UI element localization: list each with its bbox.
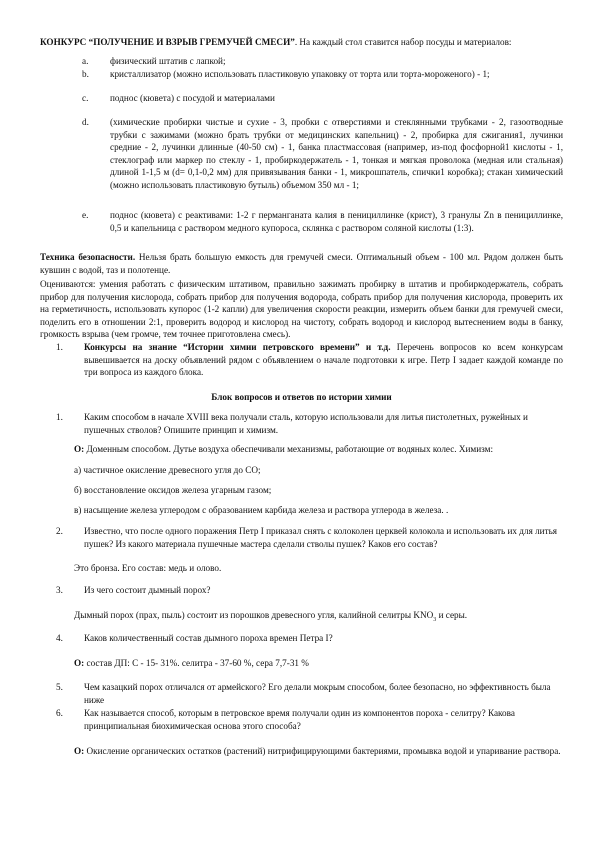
answer-4: О: состав ДП: С - 15- 31%. селитра - 37-60 %, сера 7,7-31 % bbox=[74, 658, 309, 668]
answer-2: Это бронза. Его состав: медь и олово. bbox=[74, 563, 222, 573]
contest-title: КОНКУРС “ПОЛУЧЕНИЕ И ВЗРЫВ ГРЕМУЧЕЙ СМЕСИ” bbox=[40, 37, 295, 47]
question-number: 4. bbox=[56, 633, 63, 643]
list-marker: b. bbox=[82, 69, 89, 79]
safety-paragraph bbox=[40, 251, 563, 276]
question-text: Каков количественный состав дымного пороха времен Петра I? bbox=[84, 633, 333, 643]
block-title: Блок вопросов и ответов по истории химии bbox=[211, 392, 392, 402]
answer-3: Дымный порох (прах, пыль) состоит из порошков древесного угля, калийной селитры $KNO_3$ и серы. bbox=[74, 610, 468, 623]
question-number: 6. bbox=[56, 708, 63, 718]
list-marker: c. bbox=[82, 93, 89, 103]
question-text: Известно, что после одного поражения Петр I приказал снять с колоколен церквей колокола и использовать их для литья пушек? Из какого материала пушечные мастера сделали стволы пушек? Каков его состав? bbox=[84, 526, 558, 549]
contest-text: Перечень вопросов ко всем конкурсам вывешивается на доску объявлений рядом с объявлением о начале подготовки к игре. Петр I задает каждой команде по три вопроса из каждого блока. bbox=[84, 342, 563, 378]
list-item: физический штатив с лапкой; bbox=[110, 56, 226, 66]
list-item: поднос (кювета) с посудой и материалами bbox=[110, 93, 275, 103]
question-text: Чем казацкий порох отличался от армейского? Его делали мокрым способом, более безопасно, но эффективность была ниже bbox=[84, 682, 551, 705]
safety-title: Техника безопасности. bbox=[40, 252, 136, 262]
answer-6: О: Окисление органических остатков (растений) нитрифицирующими бактериями, промывка водой и упаривание раствора. bbox=[74, 746, 561, 756]
question-text: Как называется способ, которым в петровское время получали один из компонентов пороха - селитру? Какова принципиальная биохимическая основа этого способа? bbox=[84, 708, 515, 731]
question-text: Из чего состоит дымный порох? bbox=[84, 585, 211, 595]
question-number: 2. bbox=[56, 526, 63, 536]
intro-text: . На каждый стол ставится набор посуды и материалов: bbox=[294, 37, 512, 47]
answer-1-a: а) частичное окисление древесного угля до CO; bbox=[74, 465, 261, 475]
list-item: поднос (кювета) с реактивами: 1-2 г перманганата калия в пенициллинке (крист), 3 гранулы Zn в пенициллинке, 0,5 и капельница с раствором медного купороса, склянка с раствором соляной кислоты (1:3). bbox=[110, 210, 563, 233]
list-item: (химические пробирки чистые и сухие - 3, пробки с отверстиями и стеклянными трубками - 2, газоотводные трубки с зажимами (можно брать трубки от медицинских капельниц) - 2, пробирка для сжигания1, лучинки средние - 2, лучинки длинные (40-50 см) - 1, банка пластмассовая (например, из-под фосфорной1 кислоты - 1, стеклограф или маркер по стеклу - 1, пробиркодержатель - 1, тонкая и мягкая проволока (медная или стальная) длиной 1-1,5 м (d= 0,1-0,2 мм) для привязывания банки - 1, микрошпатель, спички1 коробка); стакан химический (можно использовать пластиковую бутыль) объемом 350 мл - 1; bbox=[110, 117, 563, 190]
answer-1-c: в) насыщение железа углеродом с образованием карбида железа и раствора углерода в железа. . bbox=[74, 505, 449, 515]
question-number: 5. bbox=[56, 682, 63, 692]
answer-1-b: б) восстановление оксидов железа угарным газом; bbox=[74, 485, 272, 495]
question-number: 3. bbox=[56, 585, 63, 595]
safety-text: Нельзя брать большую емкость для гремучей смеси. Оптимальный объем - 100 мл. Рядом должен быть кувшин с водой, таз и полотенце. bbox=[40, 252, 563, 275]
question-number: 1. bbox=[56, 412, 63, 422]
list-marker: a. bbox=[82, 56, 89, 66]
contest-paragraph bbox=[84, 341, 563, 379]
list-marker: 1. bbox=[56, 342, 63, 352]
list-marker: e. bbox=[82, 210, 89, 220]
answer-1: О: Доменным способом. Дутье воздуха обеспечивали механизмы, работающие от водяных колес. Химизм: bbox=[74, 444, 494, 454]
evaluation-paragraph: Оцениваются: умения работать с физическим штативом, правильно зажимать пробирку в штатив и пробиркодержатель, собрать прибор для получения кислорода, собрать прибор для получения водорода, собрать прибор для получения кислорода, проверить их на герметичность, использовать купорос (1-2 капли) для увеличения скорости реакции, измерить объем банки для гремучей смеси, поделить его в отношении 2:1, проверить водород и кислород на чистоту, собрать водород и кислород вытеснением воды в банку, громкость взрыва (чем громче, тем точнее приготовлена смесь). bbox=[40, 279, 563, 340]
contest-knowledge-title: Конкурсы на знание “Истории химии петровского времени” и т.д. bbox=[84, 342, 391, 352]
list-marker: d. bbox=[82, 117, 89, 127]
question-text: Каким способом в начале XVIII века получали сталь, которую использовали для литья пистолетных, ружейных и пушечных стволов? Опишите принцип и химизм. bbox=[84, 412, 528, 435]
list-item: кристаллизатор (можно использовать пластиковую упаковку от торта или торта-мороженого) - 1; bbox=[110, 69, 490, 79]
intro-paragraph bbox=[40, 36, 560, 49]
